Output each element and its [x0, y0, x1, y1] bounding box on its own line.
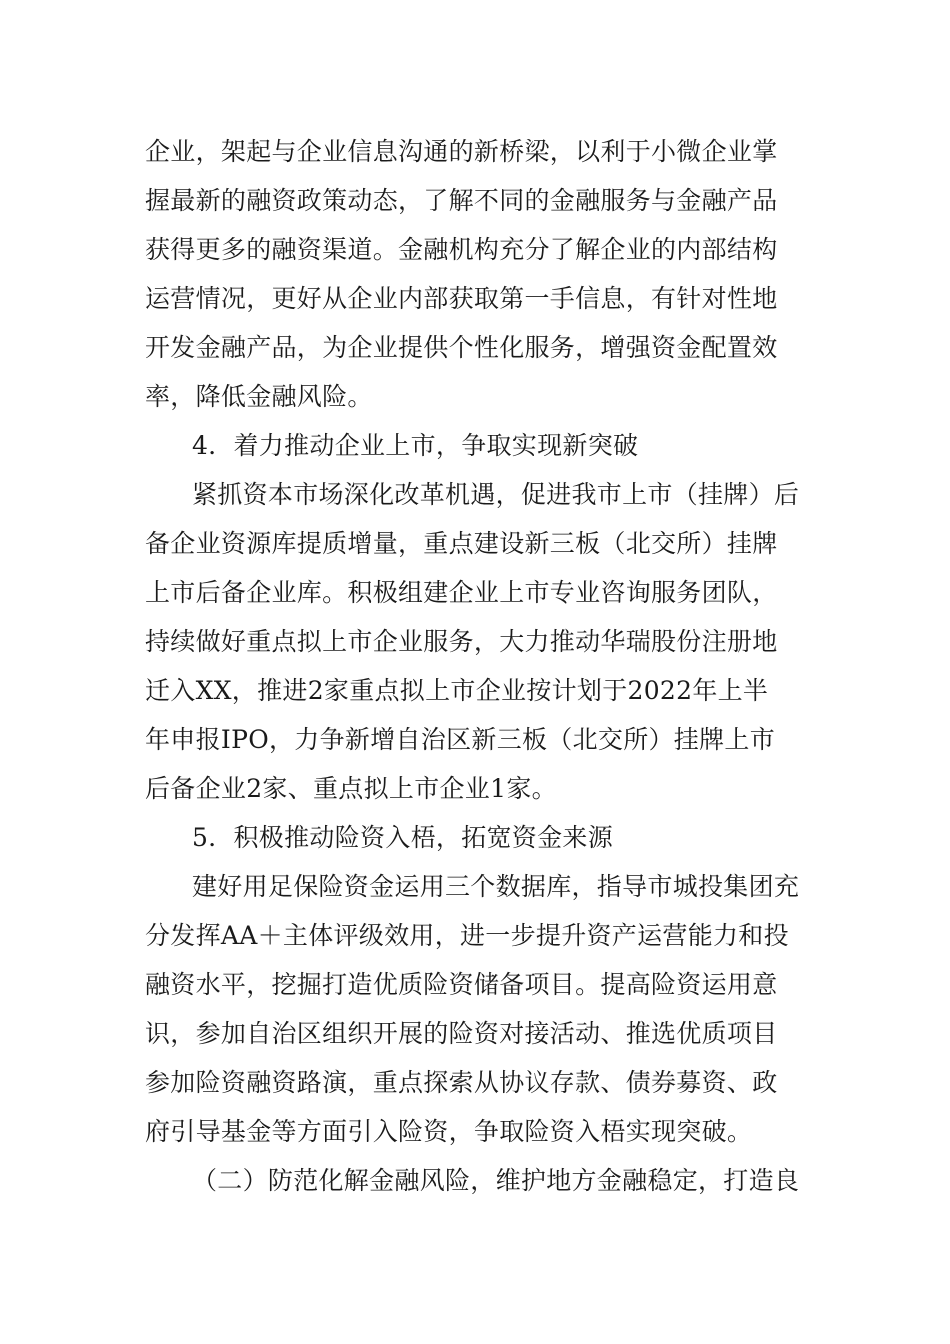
section-heading: 4．着力推动企业上市，争取实现新突破 [192, 431, 639, 460]
paragraph-line: 率，降低金融风险。 [145, 382, 373, 411]
section-heading: （二）防范化解金融风险，维护地方金融稳定，打造良 [192, 1166, 800, 1195]
paragraph-line: 企业，架起与企业信息沟通的新桥梁，以利于小微企业掌 [145, 137, 778, 166]
paragraph-line: 运营情况，更好从企业内部获取第一手信息，有针对性地 [145, 284, 778, 313]
paragraph-line: 获得更多的融资渠道。金融机构充分了解企业的内部结构 [145, 235, 778, 264]
paragraph-line: 后备企业2家、重点拟上市企业1家。 [145, 774, 557, 803]
paragraph-line: 上市后备企业库。积极组建企业上市专业咨询服务团队， [145, 578, 778, 607]
paragraph-line: 识，参加自治区组织开展的险资对接活动、推选优质项目 [145, 1019, 778, 1048]
paragraph-line: 年申报IPO，力争新增自治区新三板（北交所）挂牌上市 [145, 725, 775, 754]
section-heading: 5．积极推动险资入梧，拓宽资金来源 [192, 823, 614, 852]
paragraph-line: 持续做好重点拟上市企业服务，大力推动华瑞股份注册地 [145, 627, 778, 656]
paragraph-line: 紧抓资本市场深化改革机遇，促进我市上市（挂牌）后 [192, 480, 800, 509]
paragraph-line: 分发挥AA＋主体评级效用，进一步提升资产运营能力和投 [145, 921, 789, 950]
paragraph-line: 府引导基金等方面引入险资，争取险资入梧实现突破。 [145, 1117, 753, 1146]
paragraph-line: 握最新的融资政策动态，了解不同的金融服务与金融产品 [145, 186, 778, 215]
paragraph-line: 开发金融产品，为企业提供个性化服务，增强资金配置效 [145, 333, 778, 362]
paragraph-line: 迁入XX，推进2家重点拟上市企业按计划于2022年上半 [145, 676, 769, 705]
paragraph-line: 参加险资融资路演，重点探索从协议存款、债券募资、政 [145, 1068, 778, 1097]
paragraph-line: 建好用足保险资金运用三个数据库，指导市城投集团充 [192, 872, 800, 901]
paragraph-line: 备企业资源库提质增量，重点建设新三板（北交所）挂牌 [145, 529, 778, 558]
paragraph-line: 融资水平，挖掘打造优质险资储备项目。提高险资运用意 [145, 970, 778, 999]
